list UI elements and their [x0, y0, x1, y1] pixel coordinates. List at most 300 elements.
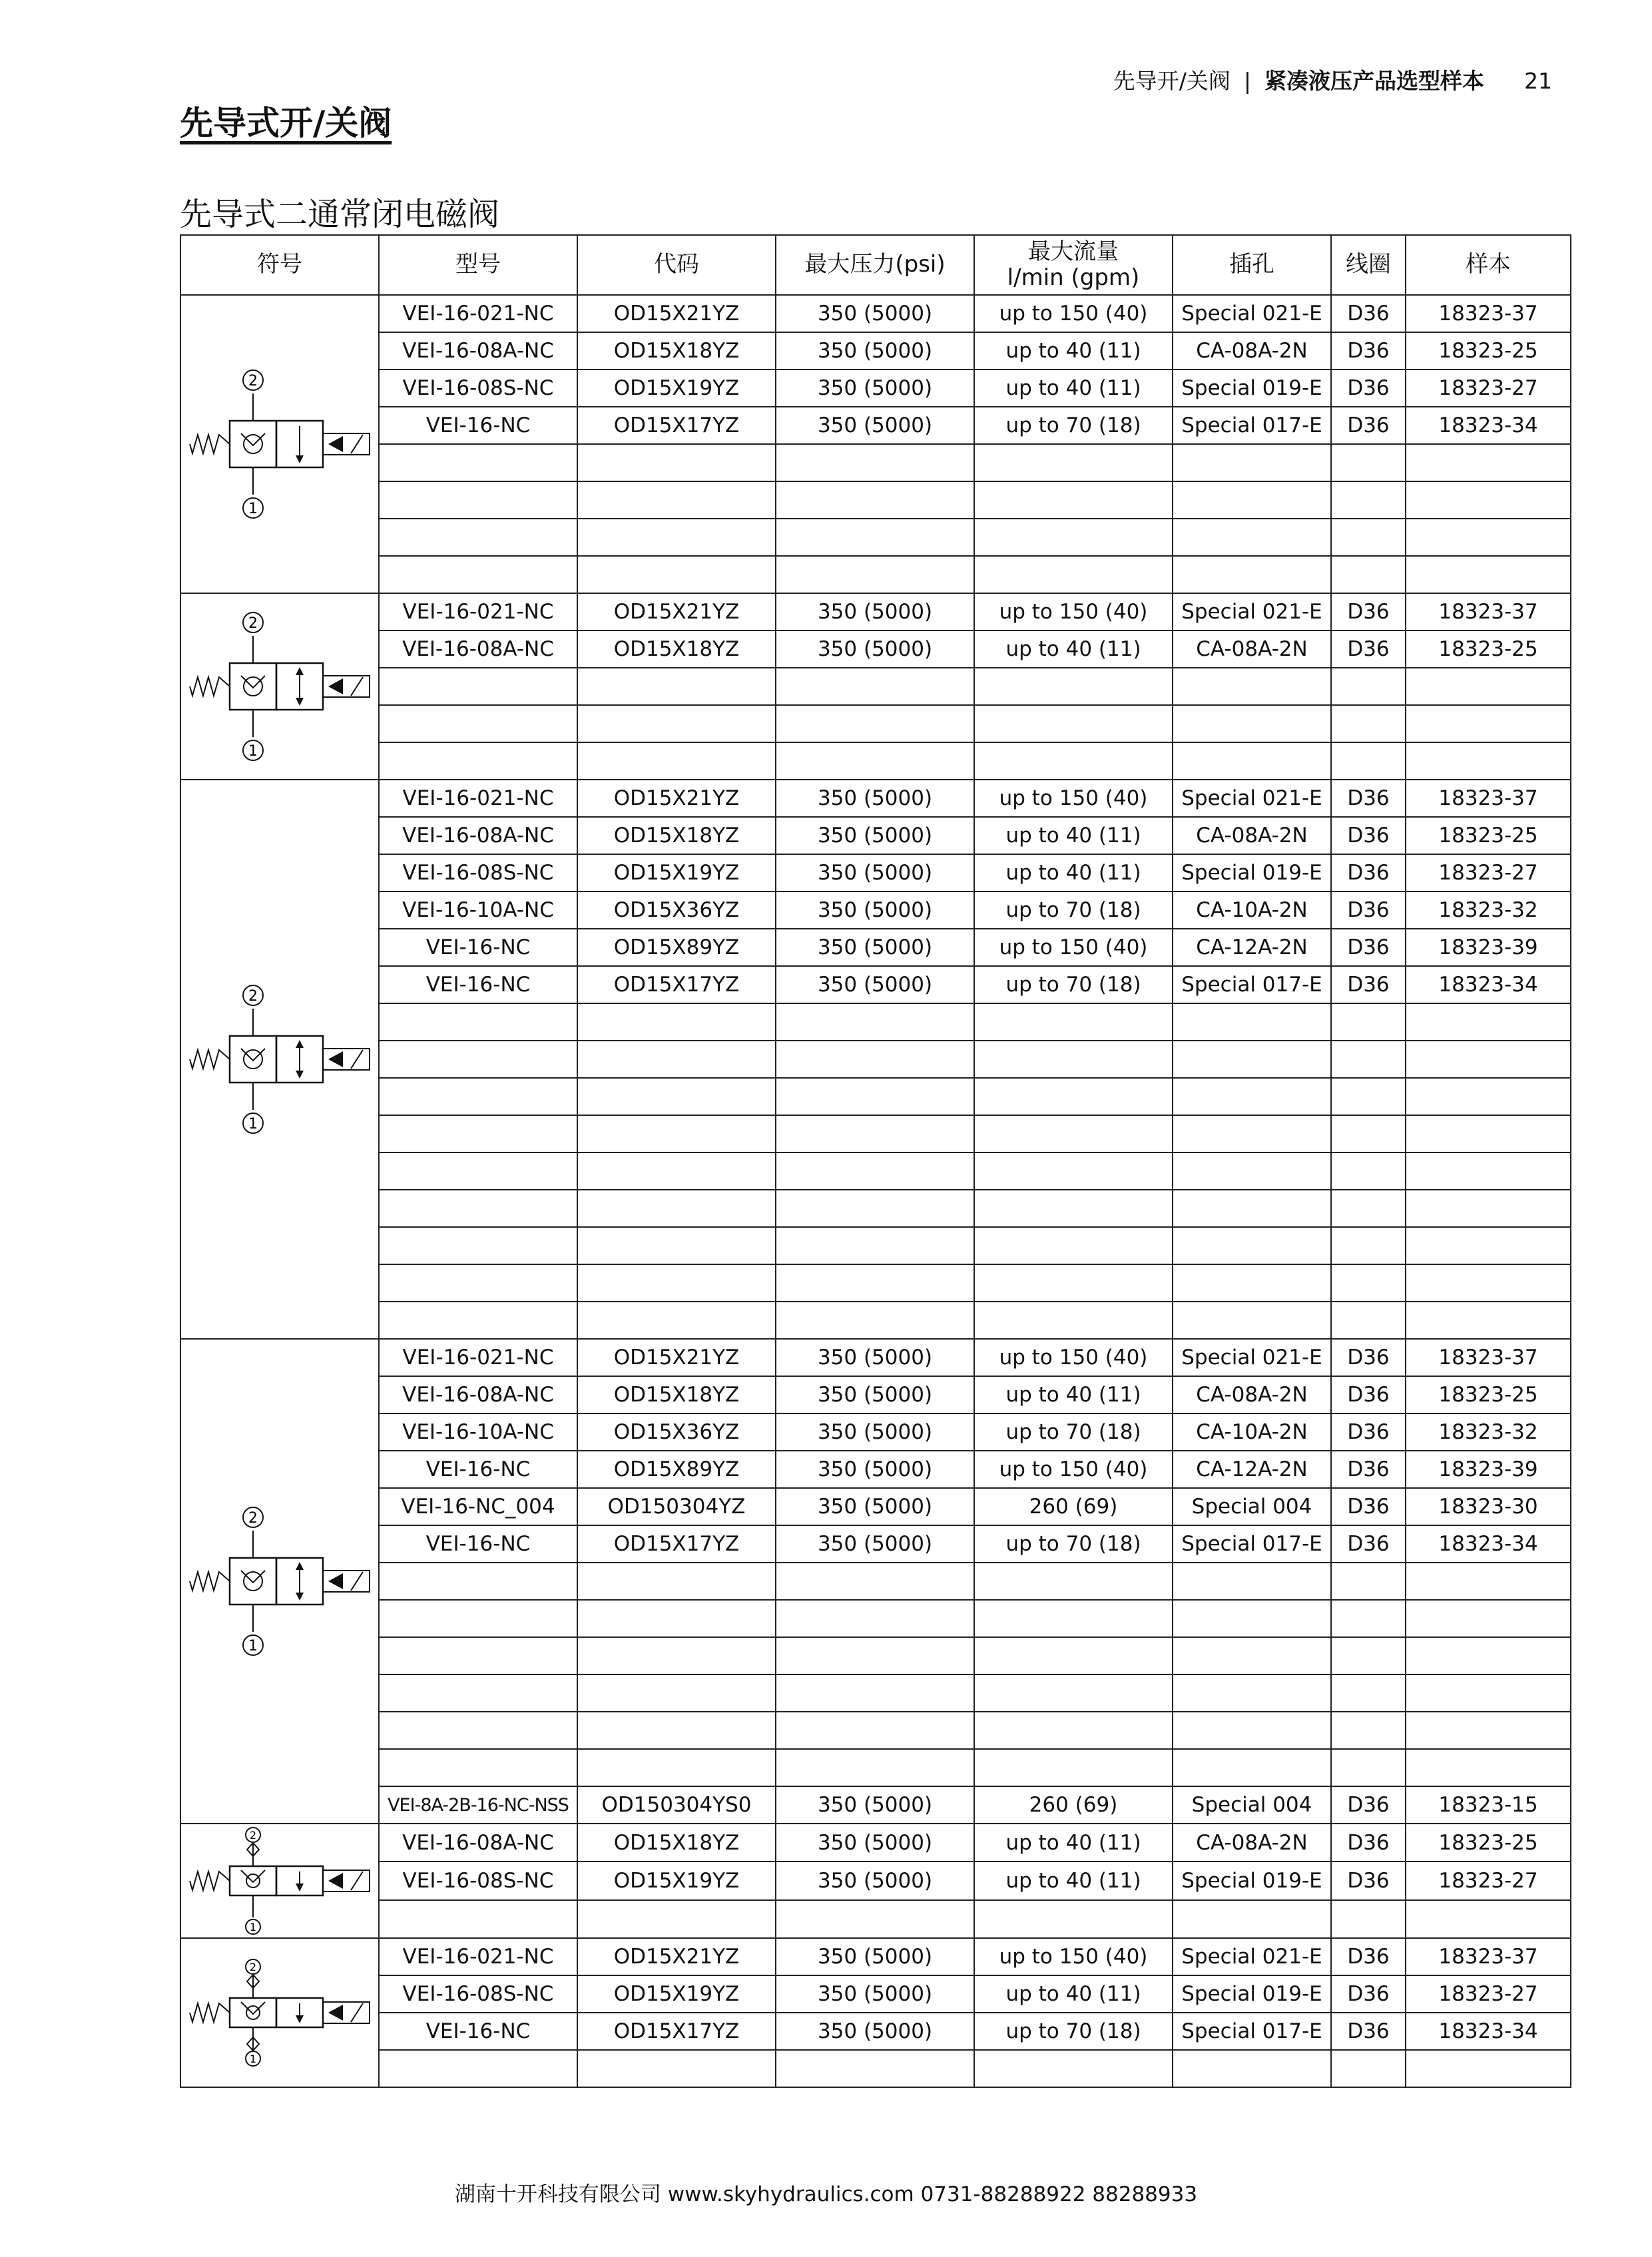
cell-model [379, 742, 577, 780]
cell-coil [1331, 1190, 1406, 1227]
cell-coil: D36 [1331, 593, 1406, 630]
cell-max-pressure [776, 519, 974, 556]
cell-max-pressure: 350 (5000) [776, 332, 974, 370]
cell-coil [1331, 1041, 1406, 1078]
cell-code: OD15X21YZ [577, 1938, 776, 1975]
cell-model: VEI-16-021-NC [379, 780, 577, 817]
table-row [180, 1115, 1571, 1152]
cell-max-pressure [776, 1900, 974, 1938]
2-way-nc-solenoid-valve-manual-override-symbol [183, 607, 376, 766]
cell-catalog: 18323-34 [1406, 1525, 1571, 1563]
cell-coil [1331, 444, 1406, 481]
cell-catalog: 18323-25 [1406, 332, 1571, 370]
cell-coil: D36 [1331, 966, 1406, 1003]
cell-max-flow [974, 668, 1173, 705]
table-row [180, 1376, 1571, 1413]
cell-catalog [1406, 1264, 1571, 1302]
cell-max-pressure [776, 556, 974, 593]
cell-catalog: 18323-25 [1406, 1824, 1571, 1862]
2-way-nc-solenoid-valve-double-check-symbol [183, 1956, 376, 2069]
cell-model [379, 1600, 577, 1637]
port-2-label: 2 [249, 1961, 257, 1973]
cell-code: OD15X19YZ [577, 370, 776, 407]
cell-cavity: Special 004 [1173, 1786, 1331, 1824]
cell-max-flow [974, 1152, 1173, 1190]
cell-catalog: 18323-32 [1406, 891, 1571, 929]
cell-max-pressure: 350 (5000) [776, 630, 974, 668]
cell-code [577, 1078, 776, 1115]
cell-coil: D36 [1331, 817, 1406, 854]
cell-code [577, 481, 776, 519]
cell-max-flow: up to 40 (11) [974, 332, 1173, 370]
page-number: 21 [1524, 68, 1552, 94]
cell-model [379, 1152, 577, 1190]
table-row [180, 370, 1571, 407]
table-row [180, 1339, 1571, 1376]
cell-coil: D36 [1331, 854, 1406, 891]
cell-max-flow: up to 70 (18) [974, 2013, 1173, 2050]
cell-coil [1331, 481, 1406, 519]
cell-max-flow [974, 1749, 1173, 1786]
port-1-label: 1 [249, 1921, 257, 1933]
cell-cavity [1173, 1003, 1331, 1041]
cell-cavity: Special 004 [1173, 1488, 1331, 1525]
running-header [1113, 64, 1552, 95]
cell-max-pressure: 350 (5000) [776, 780, 974, 817]
valve-spec-table [180, 234, 1571, 2088]
cell-max-flow [974, 1302, 1173, 1339]
table-row [180, 295, 1571, 332]
table-row [180, 1563, 1571, 1600]
cell-catalog [1406, 1190, 1571, 1227]
cell-code: OD15X21YZ [577, 593, 776, 630]
cell-code: OD15X17YZ [577, 966, 776, 1003]
cell-max-pressure: 350 (5000) [776, 1824, 974, 1862]
cell-code: OD150304YS0 [577, 1786, 776, 1824]
cell-max-flow: up to 150 (40) [974, 929, 1173, 966]
table-row [180, 929, 1571, 966]
table-row [180, 1003, 1571, 1041]
cell-cavity: Special 019-E [1173, 854, 1331, 891]
table-row [180, 1749, 1571, 1786]
cell-catalog [1406, 1115, 1571, 1152]
cell-max-pressure: 350 (5000) [776, 1339, 974, 1376]
col-header-coil: 线圈 [1331, 235, 1406, 295]
cell-coil: D36 [1331, 1339, 1406, 1376]
port-1-label: 1 [248, 501, 258, 517]
port-1-label: 1 [248, 1116, 258, 1132]
table-row [180, 668, 1571, 705]
cell-max-flow [974, 1674, 1173, 1712]
cell-max-flow: up to 40 (11) [974, 1975, 1173, 2013]
cell-cavity [1173, 444, 1331, 481]
cell-catalog [1406, 481, 1571, 519]
cell-cavity: CA-08A-2N [1173, 1376, 1331, 1413]
cell-max-flow: up to 40 (11) [974, 370, 1173, 407]
cell-model: VEI-16-NC [379, 2013, 577, 2050]
cell-max-pressure: 350 (5000) [776, 966, 974, 1003]
cell-catalog [1406, 1227, 1571, 1264]
cell-coil: D36 [1331, 1525, 1406, 1563]
cell-model: VEI-16-NC [379, 1525, 577, 1563]
col-header-code: 代码 [577, 235, 776, 295]
cell-max-flow: up to 150 (40) [974, 1938, 1173, 1975]
cell-coil [1331, 1900, 1406, 1938]
cell-catalog: 18323-39 [1406, 929, 1571, 966]
cell-coil: D36 [1331, 370, 1406, 407]
cell-model: VEI-16-NC [379, 929, 577, 966]
cell-cavity: Special 019-E [1173, 370, 1331, 407]
cell-code: OD15X18YZ [577, 332, 776, 370]
cell-coil [1331, 519, 1406, 556]
cell-coil: D36 [1331, 1938, 1406, 1975]
section-subtitle: 先导式二通常闭电磁阀 [180, 196, 500, 233]
cell-model: VEI-16-10A-NC [379, 891, 577, 929]
header-section: 先导开/关阀 [1113, 68, 1231, 94]
cell-code [577, 1152, 776, 1190]
cell-model [379, 1302, 577, 1339]
cell-cavity [1173, 1900, 1331, 1938]
cell-code [577, 556, 776, 593]
cell-coil: D36 [1331, 1413, 1406, 1451]
cell-model [379, 1264, 577, 1302]
cell-max-pressure [776, 1227, 974, 1264]
cell-model [379, 705, 577, 742]
cell-code [577, 2050, 776, 2087]
cell-catalog [1406, 519, 1571, 556]
cell-max-flow: up to 70 (18) [974, 1525, 1173, 1563]
2-way-nc-solenoid-valve-symbol [183, 364, 376, 524]
cell-coil [1331, 1152, 1406, 1190]
cell-code: OD15X18YZ [577, 1824, 776, 1862]
cell-model: VEI-16-08A-NC [379, 1824, 577, 1862]
cell-coil [1331, 668, 1406, 705]
cell-catalog: 18323-27 [1406, 1862, 1571, 1899]
cell-model: VEI-16-08A-NC [379, 1376, 577, 1413]
table-row [180, 1862, 1571, 1899]
cell-max-flow: up to 70 (18) [974, 966, 1173, 1003]
symbol-cell [180, 780, 379, 1339]
cell-max-flow: up to 150 (40) [974, 1339, 1173, 1376]
cell-cavity [1173, 2050, 1331, 2087]
cell-max-pressure: 350 (5000) [776, 1975, 974, 2013]
cell-cavity [1173, 1674, 1331, 1712]
cell-max-pressure: 350 (5000) [776, 295, 974, 332]
cell-cavity: Special 021-E [1173, 780, 1331, 817]
cell-catalog: 18323-27 [1406, 854, 1571, 891]
cell-coil [1331, 1674, 1406, 1712]
cell-cavity: CA-08A-2N [1173, 630, 1331, 668]
cell-coil: D36 [1331, 1376, 1406, 1413]
cell-max-flow [974, 1600, 1173, 1637]
cell-catalog [1406, 2050, 1571, 2087]
cell-model [379, 1563, 577, 1600]
cell-catalog: 18323-25 [1406, 630, 1571, 668]
cell-code [577, 1227, 776, 1264]
cell-cavity [1173, 1115, 1331, 1152]
cell-model [379, 481, 577, 519]
port-1-label: 1 [248, 1638, 258, 1654]
cell-max-pressure: 350 (5000) [776, 2013, 974, 2050]
cell-cavity: CA-10A-2N [1173, 891, 1331, 929]
cell-model: VEI-16-NC [379, 966, 577, 1003]
cell-max-pressure [776, 2050, 974, 2087]
cell-catalog: 18323-34 [1406, 407, 1571, 444]
cell-cavity [1173, 1563, 1331, 1600]
cell-max-flow [974, 1227, 1173, 1264]
cell-code: OD15X89YZ [577, 1451, 776, 1488]
cell-code: OD15X17YZ [577, 1525, 776, 1563]
cell-max-flow: up to 150 (40) [974, 780, 1173, 817]
table-row [180, 1938, 1571, 1975]
cell-model: VEI-16-NC_004 [379, 1488, 577, 1525]
cell-cavity [1173, 519, 1331, 556]
cell-max-flow: up to 70 (18) [974, 1413, 1173, 1451]
symbol-cell [180, 1938, 379, 2087]
port-1-label: 1 [248, 743, 258, 760]
cell-max-flow [974, 1115, 1173, 1152]
table-row [180, 2013, 1571, 2050]
table-row [180, 1712, 1571, 1749]
cell-model: VEI-16-10A-NC [379, 1413, 577, 1451]
cell-max-pressure: 350 (5000) [776, 854, 974, 891]
cell-max-pressure: 350 (5000) [776, 929, 974, 966]
cell-max-flow [974, 742, 1173, 780]
cell-max-pressure [776, 1041, 974, 1078]
cell-code [577, 705, 776, 742]
cell-max-pressure [776, 1563, 974, 1600]
port-2-label: 2 [249, 1829, 257, 1842]
cell-max-flow [974, 1712, 1173, 1749]
cell-model [379, 2050, 577, 2087]
cell-coil [1331, 2050, 1406, 2087]
cell-code: OD15X18YZ [577, 817, 776, 854]
cell-coil: D36 [1331, 630, 1406, 668]
cell-coil [1331, 1115, 1406, 1152]
cell-model [379, 1674, 577, 1712]
cell-code: OD15X36YZ [577, 891, 776, 929]
cell-coil [1331, 1227, 1406, 1264]
cell-max-flow [974, 1264, 1173, 1302]
cell-cavity [1173, 1227, 1331, 1264]
table-row [180, 1600, 1571, 1637]
2-way-nc-solenoid-valve-check-symbol [183, 1824, 376, 1937]
cell-model [379, 519, 577, 556]
cell-cavity [1173, 1749, 1331, 1786]
table-row [180, 593, 1571, 630]
cell-max-pressure: 350 (5000) [776, 1451, 974, 1488]
cell-max-pressure: 350 (5000) [776, 1786, 974, 1824]
col-header-max-pressure: 最大压力(psi) [776, 235, 974, 295]
cell-coil [1331, 1712, 1406, 1749]
cell-cavity [1173, 556, 1331, 593]
cell-coil [1331, 742, 1406, 780]
cell-catalog [1406, 1674, 1571, 1712]
cell-model: VEI-16-08A-NC [379, 817, 577, 854]
cell-code: OD15X19YZ [577, 1975, 776, 2013]
cell-code [577, 1190, 776, 1227]
cell-cavity [1173, 1712, 1331, 1749]
col-header-symbol: 符号 [180, 235, 379, 295]
cell-model [379, 1003, 577, 1041]
cell-cavity: Special 017-E [1173, 407, 1331, 444]
cell-coil: D36 [1331, 295, 1406, 332]
cell-catalog: 18323-27 [1406, 370, 1571, 407]
cell-model: VEI-16-021-NC [379, 1938, 577, 1975]
cell-coil: D36 [1331, 1488, 1406, 1525]
cell-catalog [1406, 1152, 1571, 1190]
cell-model: VEI-16-08A-NC [379, 332, 577, 370]
cell-catalog: 18323-25 [1406, 817, 1571, 854]
table-row [180, 1078, 1571, 1115]
cell-catalog: 18323-37 [1406, 295, 1571, 332]
cell-max-flow: up to 40 (11) [974, 817, 1173, 854]
table-row [180, 332, 1571, 370]
cell-max-flow: up to 70 (18) [974, 407, 1173, 444]
cell-catalog: 18323-15 [1406, 1786, 1571, 1824]
cell-max-pressure [776, 668, 974, 705]
cell-max-flow: up to 150 (40) [974, 295, 1173, 332]
cell-catalog: 18323-27 [1406, 1975, 1571, 2013]
cell-max-pressure: 350 (5000) [776, 817, 974, 854]
cell-model: VEI-16-NC [379, 407, 577, 444]
cell-cavity [1173, 1078, 1331, 1115]
cell-cavity [1173, 705, 1331, 742]
cell-model [379, 1190, 577, 1227]
cell-max-flow: up to 40 (11) [974, 1376, 1173, 1413]
cell-model: VEI-16-08S-NC [379, 370, 577, 407]
cell-coil [1331, 1749, 1406, 1786]
cell-coil [1331, 1600, 1406, 1637]
table-row [180, 1488, 1571, 1525]
cell-catalog: 18323-39 [1406, 1451, 1571, 1488]
cell-model [379, 1712, 577, 1749]
cell-model [379, 444, 577, 481]
table-row [180, 1264, 1571, 1302]
cell-cavity: Special 017-E [1173, 2013, 1331, 2050]
cell-code [577, 1302, 776, 1339]
cell-catalog [1406, 705, 1571, 742]
table-row [180, 1190, 1571, 1227]
cell-catalog: 18323-37 [1406, 780, 1571, 817]
cell-catalog: 18323-34 [1406, 2013, 1571, 2050]
symbol-cell [180, 1339, 379, 1824]
cell-max-pressure [776, 1078, 974, 1115]
cell-coil [1331, 1003, 1406, 1041]
cell-catalog: 18323-37 [1406, 593, 1571, 630]
cell-code [577, 1749, 776, 1786]
page-footer: 湖南十开科技有限公司 www.skyhydraulics.com 0731-88288922 88288933 [454, 2182, 1198, 2206]
cell-cavity [1173, 481, 1331, 519]
cell-max-flow [974, 1900, 1173, 1938]
cell-coil [1331, 1078, 1406, 1115]
table-row [180, 1413, 1571, 1451]
cell-code [577, 1900, 776, 1938]
cell-code: OD15X19YZ [577, 854, 776, 891]
cell-cavity: Special 017-E [1173, 966, 1331, 1003]
cell-model [379, 1637, 577, 1674]
cell-max-pressure [776, 1302, 974, 1339]
cell-catalog [1406, 1003, 1571, 1041]
cell-max-flow [974, 519, 1173, 556]
cell-max-pressure: 350 (5000) [776, 891, 974, 929]
cell-code [577, 1637, 776, 1674]
col-header-max-flow-line1: 最大流量 [1028, 238, 1119, 265]
cell-max-pressure: 350 (5000) [776, 1488, 974, 1525]
table-row [180, 1302, 1571, 1339]
cell-catalog [1406, 1712, 1571, 1749]
table-row [180, 1227, 1571, 1264]
cell-coil [1331, 1563, 1406, 1600]
cell-catalog [1406, 1900, 1571, 1938]
cell-max-pressure: 350 (5000) [776, 1862, 974, 1899]
table-row [180, 1975, 1571, 2013]
cell-max-flow [974, 1041, 1173, 1078]
cell-max-pressure: 350 (5000) [776, 1376, 974, 1413]
cell-code [577, 742, 776, 780]
port-2-label: 2 [248, 615, 258, 632]
cell-catalog: 18323-30 [1406, 1488, 1571, 1525]
cell-cavity [1173, 1264, 1331, 1302]
table-row [180, 1786, 1571, 1824]
cell-catalog: 18323-37 [1406, 1339, 1571, 1376]
cell-max-pressure: 350 (5000) [776, 1525, 974, 1563]
cell-max-pressure: 350 (5000) [776, 370, 974, 407]
cell-code [577, 444, 776, 481]
col-header-model: 型号 [379, 235, 577, 295]
2-way-nc-solenoid-valve-bidirectional-override-symbol [183, 1501, 376, 1661]
cell-model [379, 1227, 577, 1264]
cell-cavity: CA-12A-2N [1173, 1451, 1331, 1488]
cell-cavity: Special 019-E [1173, 1975, 1331, 2013]
cell-catalog [1406, 742, 1571, 780]
table-row [180, 556, 1571, 593]
cell-coil: D36 [1331, 332, 1406, 370]
cell-max-pressure [776, 742, 974, 780]
cell-cavity: CA-08A-2N [1173, 332, 1331, 370]
port-2-label: 2 [248, 988, 258, 1005]
cell-max-flow: 260 (69) [974, 1488, 1173, 1525]
cell-code [577, 1115, 776, 1152]
table-header-row [180, 235, 1571, 295]
cell-model: VEI-8A-2B-16-NC-NSS [379, 1786, 577, 1824]
table-row [180, 1525, 1571, 1563]
cell-coil: D36 [1331, 2013, 1406, 2050]
cell-catalog [1406, 668, 1571, 705]
cell-max-flow [974, 556, 1173, 593]
cell-cavity [1173, 1152, 1331, 1190]
cell-cavity [1173, 742, 1331, 780]
cell-max-pressure [776, 1712, 974, 1749]
cell-coil: D36 [1331, 780, 1406, 817]
cell-coil [1331, 1637, 1406, 1674]
cell-cavity [1173, 1637, 1331, 1674]
cell-code: OD15X21YZ [577, 295, 776, 332]
cell-catalog [1406, 556, 1571, 593]
cell-code: OD15X18YZ [577, 630, 776, 668]
2-way-nc-solenoid-valve-bidirectional-symbol [183, 979, 376, 1139]
cell-max-pressure: 350 (5000) [776, 1413, 974, 1451]
table-row [180, 444, 1571, 481]
cell-model: VEI-16-021-NC [379, 295, 577, 332]
cell-max-flow: 260 (69) [974, 1786, 1173, 1824]
cell-catalog: 18323-25 [1406, 1376, 1571, 1413]
cell-model: VEI-16-08S-NC [379, 854, 577, 891]
cell-max-pressure [776, 1115, 974, 1152]
table-row [180, 630, 1571, 668]
col-header-max-flow-line2: l/min (gpm) [1007, 264, 1140, 291]
cell-code [577, 1712, 776, 1749]
